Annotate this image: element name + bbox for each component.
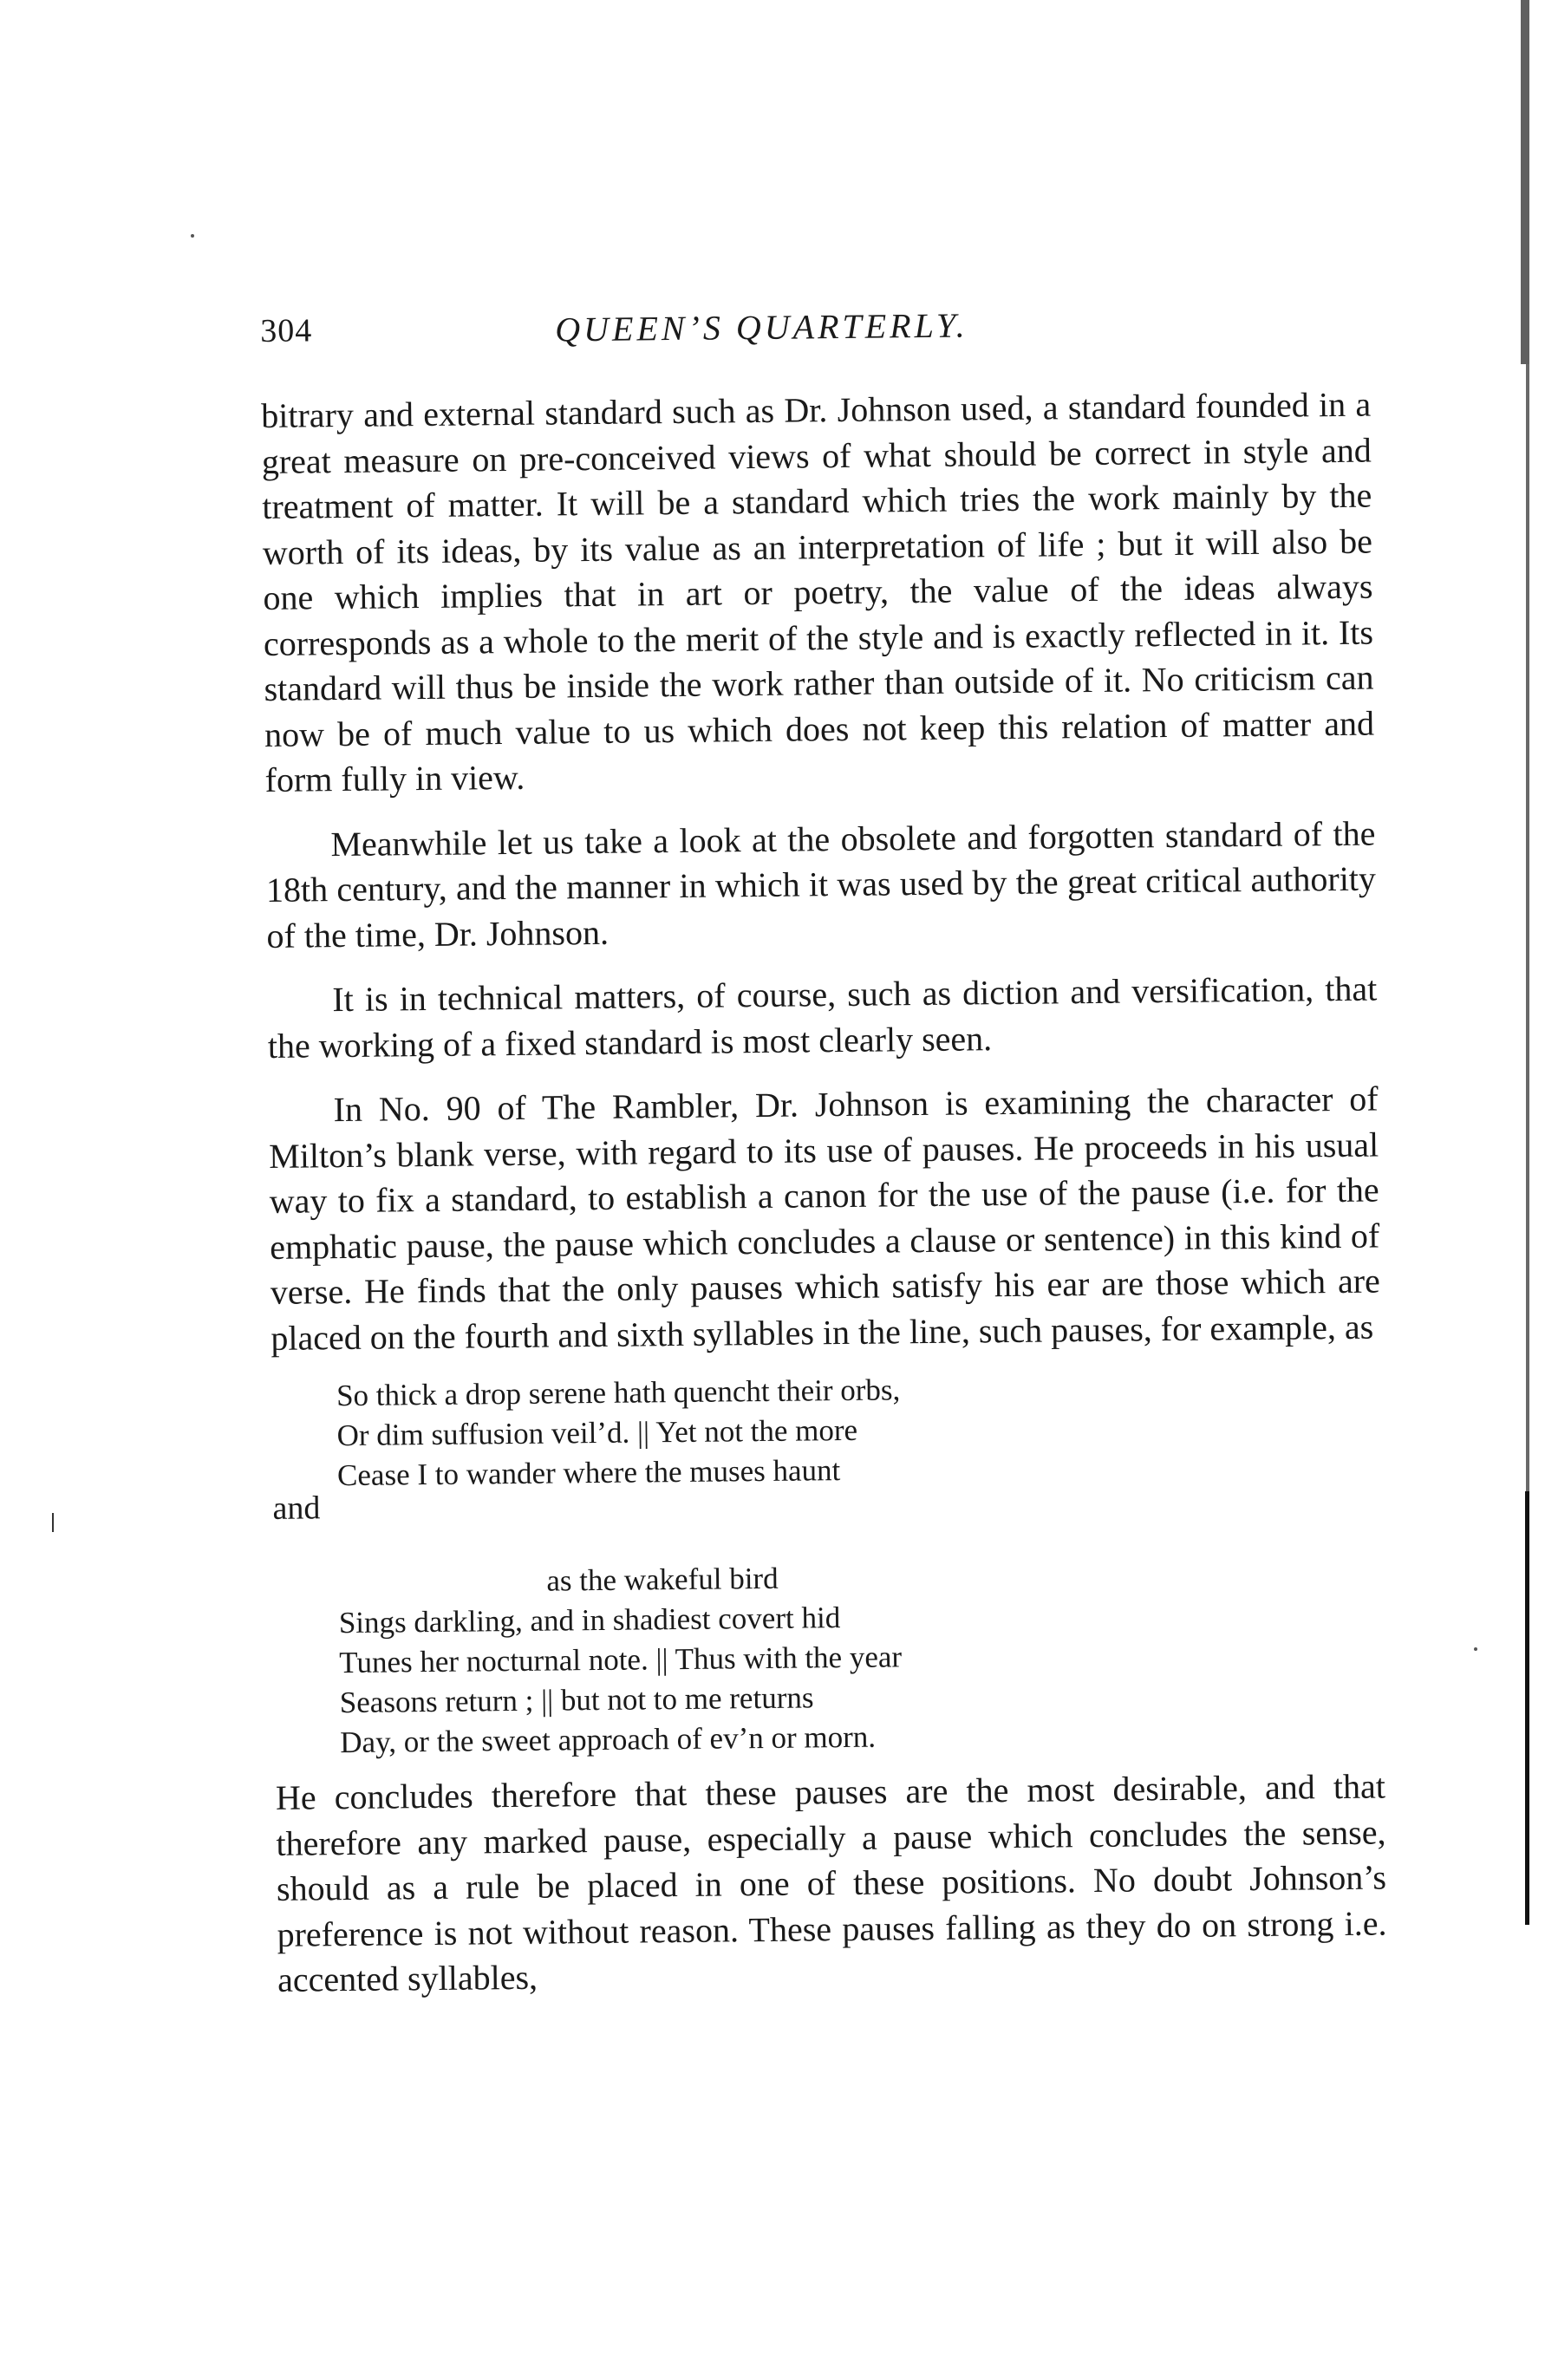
running-head: QUEEN’S QUARTERLY. bbox=[554, 305, 968, 349]
paragraph-continued: bitrary and external standard such as Dr. Johnson used, a standard founded in a great measure on pre-conceived views of what should be correct in style and treatment of matter. It will be a standard which tries the work mainly by the worth of its ideas, by its value as an interpretation of life ; but it will also be one which implies that in art or poetry, the value of the ideas always corresponds as a whole to the merit of the style and is exactly reflected in it. Its standard will thus be inside the work rather than outside of it. No criticism can now be of much value to us which does not keep this relation of matter and form fully in view. bbox=[261, 384, 1375, 799]
scan-speck bbox=[1474, 1647, 1477, 1651]
verse-line: Day, or the sweet approach of ev’n or morn. bbox=[340, 1719, 877, 1760]
page-header bbox=[260, 301, 1371, 373]
page-edge-line bbox=[1526, 364, 1529, 1491]
margin-mark bbox=[52, 1513, 54, 1532]
verse-line: Or dim suffusion veil’d. || Yet not the more bbox=[336, 1412, 858, 1453]
verse-line: Sings darkling, and in shadiest covert hid bbox=[338, 1601, 841, 1640]
book-page bbox=[260, 301, 1387, 2004]
page-number: 304 bbox=[260, 312, 313, 349]
verse-line: as the wakeful bird bbox=[546, 1561, 779, 1598]
binding-shadow bbox=[1521, 0, 1529, 364]
paragraph-rambler: In No. 90 of The Rambler, Dr. Johnson is examining the character of Milton’s blank verse, with regard to its use of pauses. He proceeds in his usual way to fix a standard, to establish a canon for the use of the pause (i.e. for the emphatic pause, the pause which concludes a clause or sentence) in this kind of verse. He finds that the only pauses which satisfy his ear are those which are placed on the fourth and sixth syllables in the line, such pauses, for example, as bbox=[268, 1079, 1381, 1358]
verse-line: Cease I to wander where the muses haunt bbox=[336, 1453, 841, 1493]
scan-speck bbox=[191, 234, 194, 238]
paragraph-conclusion: He concludes therefore that these pauses are the most desirable, and that therefore any marked pause, especially a pause which concludes the sense, should as a rule be placed in one of these positions. No doubt Johnson’s preference is not without reason. These pauses falling as they do on strong i.e. accented syllables, bbox=[275, 1766, 1387, 1999]
verse-line: Tunes her nocturnal note. || Thus with the year bbox=[339, 1640, 903, 1680]
paragraph-technical-matters: It is in technical matters, of course, such as diction and versification, that the working of a fixed standard is most clearly seen. bbox=[267, 968, 1378, 1066]
scanned-page-edge bbox=[1493, 0, 1545, 2380]
page-edge-line-lower bbox=[1525, 1491, 1529, 1925]
verse-line: Seasons return ; || but not to me returns bbox=[339, 1680, 814, 1720]
verse-quotation-2 bbox=[338, 1553, 1385, 1764]
verse-line: So thick a drop serene hath quencht their orbs, bbox=[336, 1373, 901, 1413]
paragraph-meanwhile: Meanwhile let us take a look at the obsolete and forgotten standard of the 18th century, and the manner in which it was used by the great critical authority of the time, Dr. Johnson. bbox=[265, 813, 1377, 955]
connecting-word: and bbox=[272, 1490, 321, 1527]
verse-quotation-1 bbox=[336, 1366, 1382, 1496]
